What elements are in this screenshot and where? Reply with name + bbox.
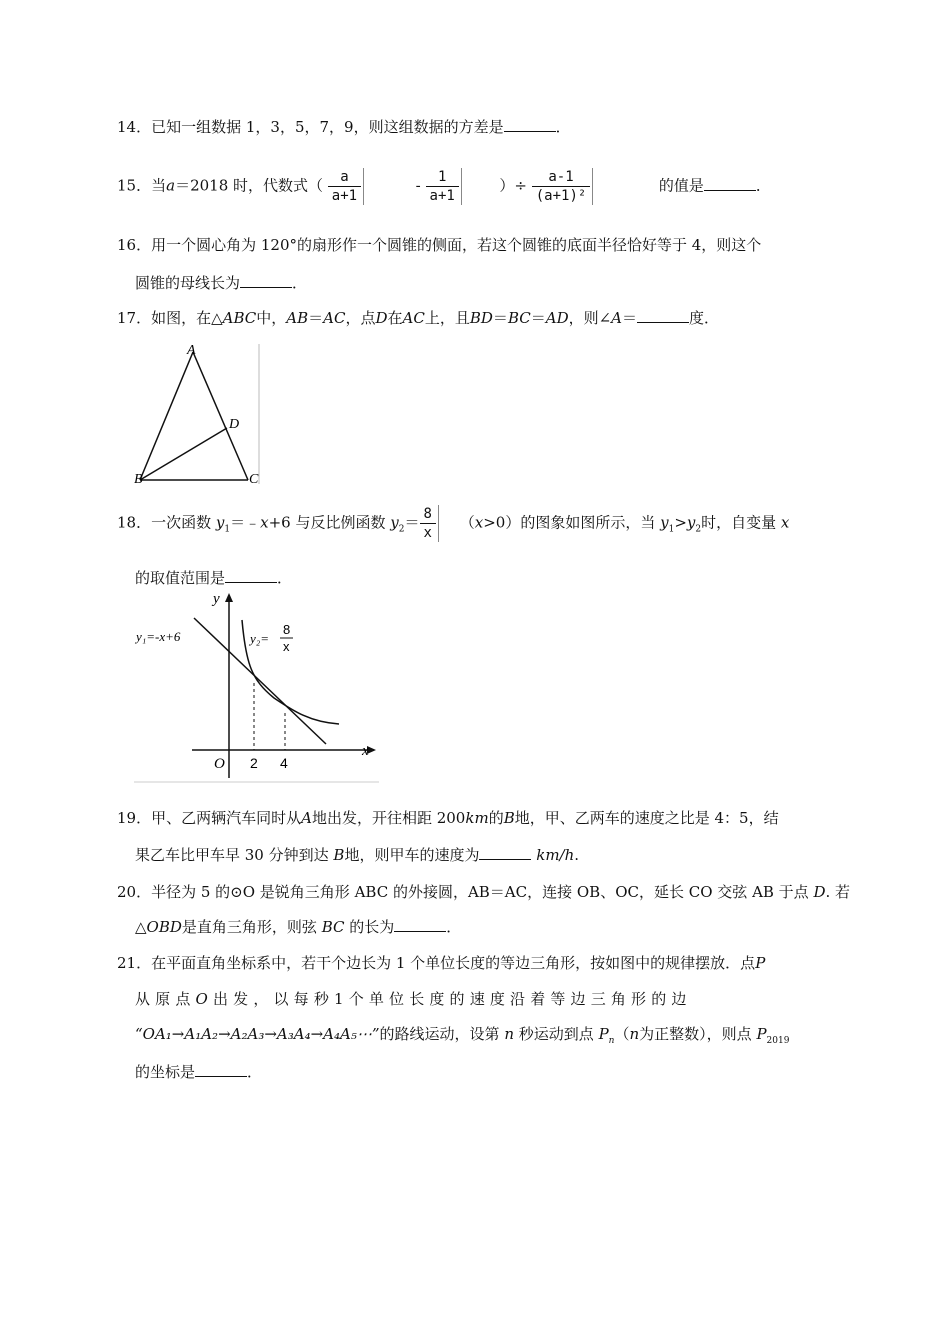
q18-y4-sub: 2	[695, 524, 702, 535]
q21-number: 21．	[117, 954, 152, 972]
q15-text: ）÷	[499, 176, 527, 195]
q14-end: ．	[555, 118, 571, 136]
q17-eq: ＝	[308, 309, 324, 327]
question-21-line4	[135, 1057, 262, 1087]
q20-text: △	[135, 918, 147, 936]
q15-number: 15．	[117, 176, 152, 195]
q17-number: 17．	[117, 309, 152, 327]
q19-text: 的	[488, 809, 504, 827]
q15-var-a: a	[166, 176, 176, 195]
q15-f2-bot: a+1	[426, 186, 459, 205]
y-axis-arrow-icon	[225, 593, 233, 602]
q17-eq: ＝	[530, 309, 546, 327]
q21-o: O	[195, 990, 209, 1008]
q17-side-ac	[193, 352, 248, 480]
q21-text: 为正整数），则点	[639, 1025, 752, 1043]
question-21	[117, 948, 840, 978]
q14-text: 已知一组数据 1，3，5，7，9，则这组数据的方差是	[151, 118, 504, 136]
graph-tick-2: 2	[250, 755, 258, 771]
q15-text: 当	[151, 176, 167, 195]
graph-origin-label: O	[214, 756, 225, 772]
q17-text: ，点	[345, 309, 376, 327]
q21-n: n	[504, 1025, 514, 1043]
q17-a: A	[611, 309, 623, 327]
q16-number: 16．	[117, 236, 152, 254]
q21-pn: P	[598, 1025, 609, 1043]
q15-f2-top: 1	[437, 169, 447, 185]
q18-line2: 的取值范围是	[135, 569, 226, 587]
question-19-line2	[135, 840, 579, 870]
q18-text: （	[459, 513, 475, 532]
q17-end: 度．	[689, 309, 720, 327]
q18-y2: y	[390, 513, 399, 532]
q21-p2019-sub: 2019	[766, 1036, 790, 1046]
q21-blank	[195, 1060, 247, 1077]
q19-text: 地出发，开往相距 200	[311, 809, 466, 827]
q18-end: ．	[277, 569, 293, 587]
q21-text: （	[614, 1025, 630, 1043]
q17-ab: AB	[286, 309, 309, 327]
q18-y3-sub: 1	[668, 524, 675, 535]
q17-abc: ABC	[222, 309, 257, 327]
q20-blank	[394, 915, 446, 932]
q17-label-a: A	[187, 343, 196, 358]
q16-line1: 用一个圆心角为 120°的扇形作一个圆锥的侧面，若这个圆锥的底面半径恰好等于 4，则这个	[151, 236, 762, 254]
q17-text: 上，且	[424, 309, 470, 327]
q17-triangle-figure	[130, 340, 265, 488]
q21-p2019: P	[756, 1025, 767, 1043]
q20-text: . 若	[825, 883, 851, 901]
q17-text: 如图，在△	[151, 309, 223, 327]
q17-blank	[637, 306, 689, 323]
q17-text: ＝	[622, 309, 638, 327]
q21-text: 秒运动到点	[518, 1025, 594, 1043]
q19-b: B	[503, 809, 515, 827]
question-19	[117, 803, 840, 833]
question-16-line2	[135, 268, 307, 298]
q19-text: 甲、乙两辆汽车同时从	[151, 809, 302, 827]
q15-f3-top: a-1	[548, 169, 574, 185]
graph-line-label: y₁=-x+6	[136, 629, 181, 644]
q21-end: ．	[247, 1063, 263, 1081]
q17-text: ，则∠	[568, 309, 612, 327]
q19-a: A	[301, 809, 312, 827]
q20-number: 20．	[117, 883, 152, 901]
q18-x3: x	[780, 513, 790, 532]
question-21-line3	[135, 1019, 789, 1056]
q21-path: “OA₁→A₁A₂→A₂A₃→A₃A₄→A₄A₅⋯”	[135, 1025, 380, 1043]
q18-y1-sub: 1	[224, 524, 231, 535]
q21-pn-sub: n	[608, 1036, 615, 1046]
q18-text: ＝	[404, 513, 420, 532]
q21-text: 从 原 点	[135, 990, 191, 1008]
q18-y3: y	[660, 513, 669, 532]
q15-end: ．	[755, 176, 771, 195]
q19-text: 地，则甲车的速度为	[344, 846, 480, 864]
question-16	[117, 230, 840, 260]
q19-blank	[479, 843, 531, 860]
q18-x2: x	[474, 513, 484, 532]
graph-tick-4: 4	[280, 755, 288, 771]
q17-label-b: B	[134, 472, 143, 487]
question-17	[117, 303, 840, 333]
q20-text: 是直角三角形，则弦	[181, 918, 317, 936]
q18-text: 时，自变量	[701, 513, 777, 532]
q16-blank	[240, 271, 292, 288]
q21-text: 出 发 ， 以 每 秒 1 个 单 位 长 度 的 速 度 沿 着 等 边 三 角 形 的 边	[212, 990, 687, 1008]
q19-text: 果乙车比甲车早 30 分钟到达	[135, 846, 329, 864]
q21-text: 的路线运动，设第	[379, 1025, 500, 1043]
q15-text: 的值是	[658, 176, 704, 195]
q15-f1-bot: a+1	[328, 186, 361, 205]
q20-text: 半径为 5 的⊙O 是锐角三角形 ABC 的外接圆，AB＝AC，连接 OB、OC，延长 CO 交弦 AB 于点	[151, 883, 809, 901]
q18-text: >0）的图象如图所示，当	[483, 513, 656, 532]
question-15	[117, 168, 840, 205]
q17-ac: AC	[323, 309, 346, 327]
q20-text: 的长为	[349, 918, 395, 936]
q14-blank	[504, 115, 556, 132]
q15-f1-top: a	[340, 169, 349, 185]
q17-text: 在	[387, 309, 403, 327]
q18-y2-sub: 2	[398, 524, 405, 535]
q17-segment-bd	[140, 428, 227, 480]
q14-number: 14．	[117, 118, 152, 136]
q19-number: 19．	[117, 809, 152, 827]
q16-line2: 圆锥的母线长为	[135, 274, 241, 292]
q20-end: ．	[446, 918, 462, 936]
question-21-line2	[135, 984, 835, 1014]
q17-bc: BC	[507, 309, 531, 327]
q18-number: 18．	[117, 513, 152, 532]
q17-d: D	[375, 309, 388, 327]
q21-n2: n	[629, 1025, 640, 1043]
q18-y1: y	[215, 513, 225, 532]
q18-fraction	[420, 505, 439, 542]
q18-text: +6 与反比例函数	[268, 513, 386, 532]
q15-f3-bot: (a+1)²	[532, 186, 591, 205]
q17-bd: BD	[469, 309, 493, 327]
q20-obd: OBD	[146, 918, 182, 936]
q18-f-bot: x	[420, 523, 436, 542]
graph-curve-label: y₂=	[250, 631, 270, 646]
q19-b2: B	[333, 846, 345, 864]
graph-curve-denominator: x	[283, 639, 290, 654]
q17-label-d: D	[229, 417, 240, 432]
q18-text: 一次函数	[151, 513, 212, 532]
q21-text: 的坐标是	[135, 1063, 196, 1081]
q15-blank	[704, 174, 756, 191]
q17-label-c: C	[249, 472, 259, 487]
q18-blank	[225, 566, 277, 583]
q15-minus: -	[415, 176, 421, 195]
q21-text: 在平面直角坐标系中，若干个边长为 1 个单位长度的等边三角形，按如图中的规律摆放．点	[151, 954, 756, 972]
q17-side-ab	[140, 352, 193, 480]
q18-y4: y	[686, 513, 696, 532]
q18-x: x	[260, 513, 269, 532]
q18-graph-figure	[134, 590, 380, 785]
q15-fraction-3	[532, 168, 594, 205]
q19-text: 地，甲、乙两车的速度之比是 4：5，结	[514, 809, 779, 827]
q17-eq: ＝	[492, 309, 508, 327]
graph-x-label: x	[362, 743, 369, 759]
question-20	[117, 877, 851, 907]
q19-unit: km/h	[536, 846, 575, 864]
q20-d: D	[813, 883, 826, 901]
q19-end: .	[574, 846, 580, 864]
q17-ad: AD	[545, 309, 569, 327]
q15-text: ＝2018 时，代数式（	[175, 176, 324, 195]
q18-text: ＝﹣	[230, 513, 261, 532]
q16-end: ．	[292, 274, 308, 292]
q19-km: km	[465, 809, 489, 827]
question-18-line2	[135, 563, 292, 593]
question-14	[117, 112, 840, 142]
q15-fraction-2	[426, 168, 462, 205]
q20-bc: BC	[321, 918, 345, 936]
q18-gt: >	[674, 513, 687, 532]
question-20-line2	[135, 912, 461, 942]
graph-curve-numerator: 8	[283, 622, 291, 637]
q21-p: P	[755, 954, 766, 972]
q17-text: 中，	[256, 309, 287, 327]
graph-y-label: y	[213, 591, 220, 607]
q18-f-top: 8	[423, 506, 432, 522]
question-18	[117, 505, 840, 545]
q15-fraction-1	[328, 168, 364, 205]
q17-ac2: AC	[402, 309, 425, 327]
